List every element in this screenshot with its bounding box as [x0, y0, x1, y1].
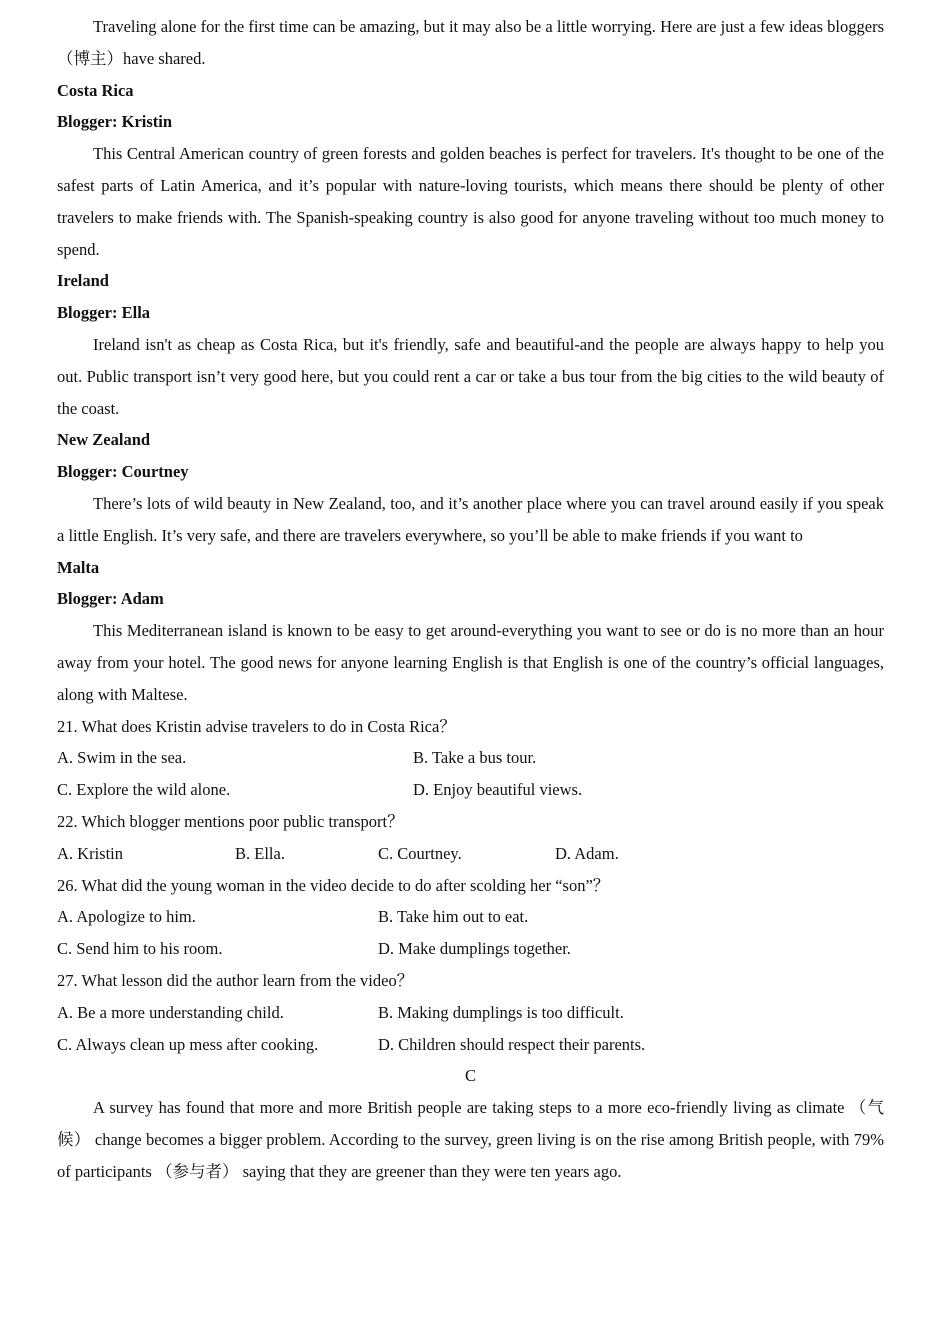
option-d: D. Adam.: [555, 843, 619, 863]
section-ireland: [57, 265, 884, 424]
option-c: C. Send him to his room.: [57, 939, 223, 959]
blogger-name: Blogger: Adam: [57, 589, 164, 609]
question-22: [57, 806, 884, 870]
option-b: B. Take him out to eat.: [378, 907, 529, 927]
section-malta: [57, 552, 884, 711]
blogger-name: Blogger: Ella: [57, 303, 151, 323]
blogger-name: Blogger: Kristin: [57, 112, 173, 132]
question-27: [57, 965, 884, 1060]
option-c: C. Courtney.: [378, 843, 462, 863]
option-d: D. Children should respect their parents.: [378, 1034, 646, 1054]
blogger-name: Blogger: Courtney: [57, 462, 189, 482]
section-new-zealand: [57, 424, 884, 551]
question-stem: 21. What does Kristin advise travelers to do in Costa Rica？: [57, 716, 456, 736]
option-b: B. Take a bus tour.: [413, 748, 537, 768]
option-d: D. Make dumplings together.: [378, 939, 571, 959]
option-row: [57, 901, 884, 933]
question-21: [57, 711, 884, 806]
option-row: [57, 742, 884, 774]
section-heading: Costa Rica: [57, 80, 134, 100]
option-row: [57, 1029, 884, 1061]
option-c: C. Explore the wild alone.: [57, 780, 231, 800]
section-text: Ireland isn't as cheap as Costa Rica, but it's friendly, safe and beautiful-and the people are always happy to help you out. Public transport isn’t very good here, but you could rent a car or take a bus tour from the big cities to the wild beauty of the coast.: [57, 334, 884, 418]
intro-paragraph: Traveling alone for the first time can be amazing, but it may also be a little worrying. Here are just a few ideas bloggers （博主）have shared.: [57, 17, 884, 68]
document-page: [57, 11, 884, 1187]
option-c: C. Always clean up mess after cooking.: [57, 1034, 319, 1054]
question-stem: 22. Which blogger mentions poor public transport？: [57, 811, 404, 831]
option-a: A. Kristin: [57, 843, 123, 863]
section-text: There’s lots of wild beauty in New Zealand, too, and it’s another place where you can travel around easily if you speak a little English. It’s very safe, and there are travelers everywhere, so you’ll be able to make friends if you want to: [57, 493, 884, 545]
question-stem: 26. What did the young woman in the video decide to do after scolding her “son”？: [57, 875, 610, 895]
option-row: [57, 997, 884, 1029]
section-text: This Mediterranean island is known to be easy to get around-everything you want to see or do is no more than an hour away from your hotel. The good news for anyone learning English is that English is one of the country’s official languages, along with Maltese.: [57, 621, 884, 704]
section-costa-rica: [57, 75, 884, 266]
option-b: B. Making dumplings is too difficult.: [378, 1002, 624, 1022]
option-row: [57, 774, 884, 806]
option-a: A. Swim in the sea.: [57, 748, 187, 768]
question-26: [57, 870, 884, 965]
option-a: A. Apologize to him.: [57, 907, 196, 927]
option-b: B. Ella.: [235, 843, 285, 863]
option-row: [57, 838, 884, 870]
option-a: A. Be a more understanding child.: [57, 1002, 284, 1022]
question-stem: 27. What lesson did the author learn from the video？: [57, 970, 414, 990]
option-d: D. Enjoy beautiful views.: [413, 780, 583, 800]
section-heading: Malta: [57, 557, 100, 577]
section-text: This Central American country of green forests and golden beaches is perfect for travelers. It's thought to be one of the safest parts of Latin America, and it’s popular with nature-loving tourists, which means there should be plenty of other travelers to make friends with. The Spanish-speaking country is also good for anyone traveling without too much money to spend.: [57, 144, 884, 259]
section-heading: Ireland: [57, 271, 109, 291]
option-row: [57, 933, 884, 965]
section-c-paragraph: A survey has found that more and more British people are taking steps to a more eco-friendly living as climate （气候） change becomes a bigger problem. According to the survey, green living is on the rise among British people, with 79% of participants （参与者） saying that they are greener than they were ten years ago.: [57, 1098, 884, 1181]
section-c-label: C: [464, 1066, 476, 1086]
section-heading: New Zealand: [57, 430, 151, 450]
